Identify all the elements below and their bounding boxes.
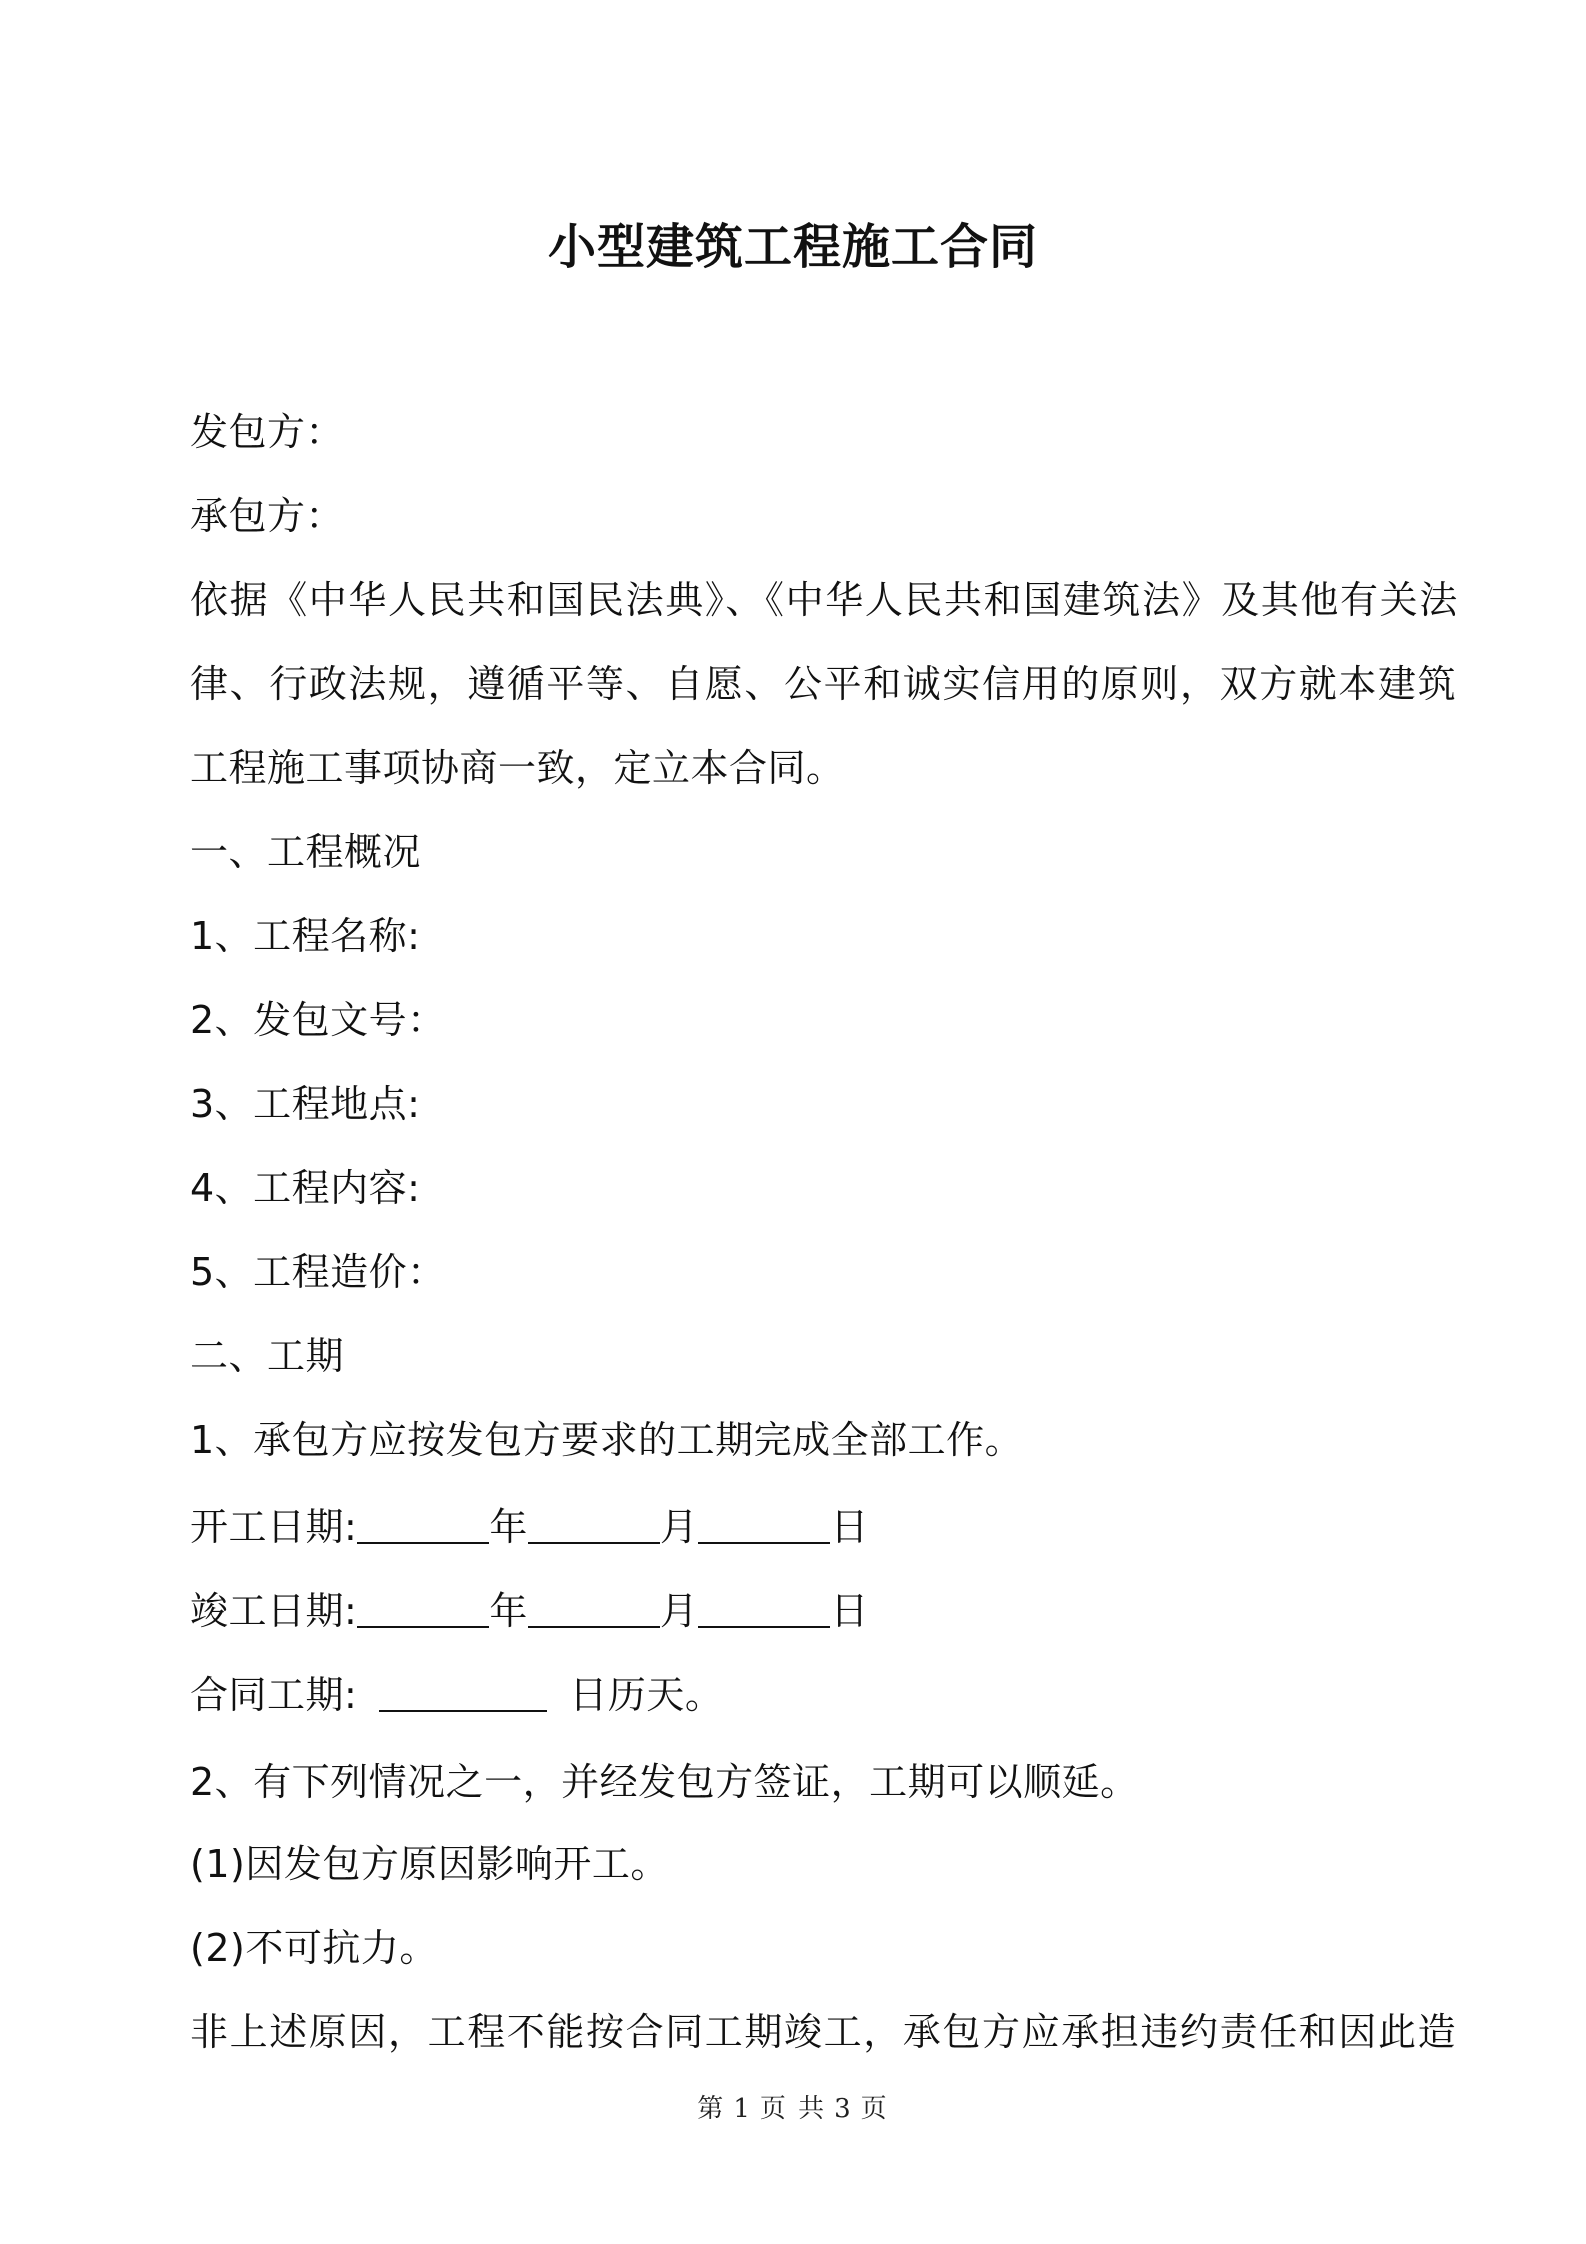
footer-prefix: 第 bbox=[697, 2094, 726, 2124]
end-year-blank bbox=[357, 1588, 489, 1628]
day-label: 日 bbox=[830, 1505, 869, 1549]
schedule-item-1: 1、承包方应按发包方要求的工期完成全部工作。 bbox=[190, 1418, 1024, 1462]
page-footer bbox=[0, 2088, 1586, 2125]
end-month-blank bbox=[528, 1588, 660, 1628]
start-day-blank bbox=[698, 1504, 830, 1544]
overview-item-content: 4、工程内容: bbox=[190, 1166, 421, 1210]
footer-total-pages: 3 bbox=[834, 2094, 853, 2124]
footer-suffix: 页 bbox=[860, 2094, 889, 2124]
overview-item-name: 1、工程名称: bbox=[190, 914, 421, 958]
start-year-blank bbox=[357, 1504, 489, 1544]
section-heading-overview: 一、工程概况 bbox=[190, 830, 422, 874]
year-label: 年 bbox=[489, 1589, 528, 1633]
party-a-label: 发包方： bbox=[190, 410, 345, 454]
month-label: 月 bbox=[659, 1589, 699, 1633]
preamble-line-3: 工程施工事项协商一致，定立本合同。 bbox=[190, 746, 845, 790]
duration-suffix: 日历天。 bbox=[569, 1673, 724, 1717]
duration-blank bbox=[379, 1672, 547, 1712]
preamble-line-1: 依据《中华人民共和国民法典》、《中华人民共和国建筑法》及其他有关法 bbox=[190, 578, 1459, 622]
party-b-label: 承包方： bbox=[190, 494, 345, 538]
overview-item-location: 3、工程地点: bbox=[190, 1082, 421, 1126]
day-label: 日 bbox=[830, 1589, 869, 1633]
duration-row bbox=[190, 1668, 723, 1719]
year-label: 年 bbox=[489, 1505, 528, 1549]
end-day-blank bbox=[698, 1588, 830, 1628]
duration-label: 合同工期: bbox=[190, 1673, 358, 1717]
document-title: 小型建筑工程施工合同 bbox=[547, 219, 1038, 275]
section-heading-schedule: 二、工期 bbox=[190, 1334, 345, 1378]
extension-condition-2: (2)不可抗力。 bbox=[190, 1926, 438, 1970]
schedule-item-2: 2、有下列情况之一，并经发包方签证，工期可以顺延。 bbox=[190, 1760, 1139, 1804]
end-date-row bbox=[190, 1584, 869, 1635]
breach-clause-line: 非上述原因，工程不能按合同工期竣工，承包方应承担违约责任和因此造 bbox=[190, 2010, 1458, 2054]
extension-condition-1: (1)因发包方原因影响开工。 bbox=[190, 1842, 669, 1886]
month-label: 月 bbox=[659, 1505, 699, 1549]
start-month-blank bbox=[528, 1504, 660, 1544]
footer-page-number: 1 bbox=[733, 2094, 752, 2124]
footer-mid: 页 共 bbox=[759, 2094, 827, 2124]
start-date-label: 开工日期: bbox=[190, 1505, 358, 1549]
overview-item-cost: 5、工程造价： bbox=[190, 1250, 446, 1294]
preamble-line-2: 律、行政法规，遵循平等、自愿、公平和诚实信用的原则，双方就本建筑 bbox=[190, 662, 1458, 706]
overview-item-doc-number: 2、发包文号： bbox=[190, 998, 446, 1042]
end-date-label: 竣工日期: bbox=[190, 1589, 358, 1633]
start-date-row bbox=[190, 1500, 869, 1551]
